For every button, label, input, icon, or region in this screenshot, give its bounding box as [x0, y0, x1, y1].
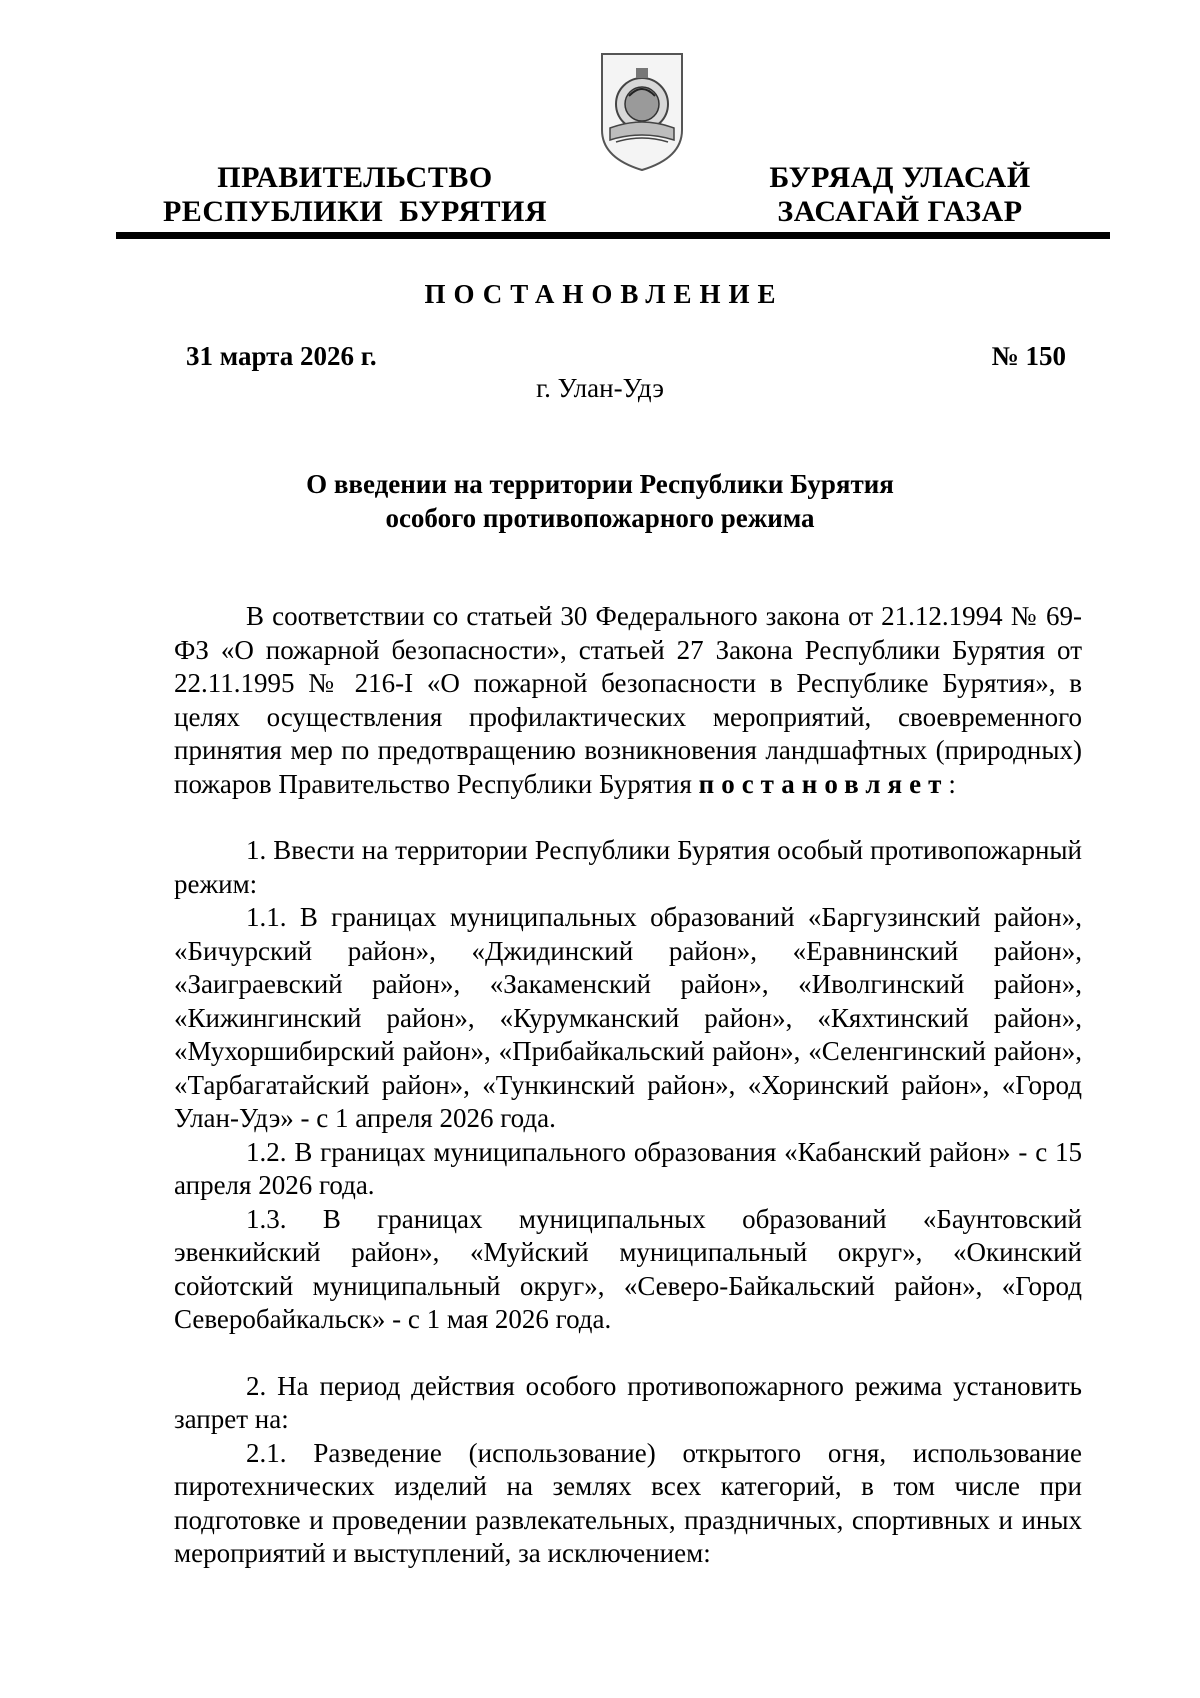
paragraph-2-1: 2.1. Разведение (использование) открытого огня, использование пиротехнических изделий на землях всех категорий, в том числе при подготовке и проведении развлекательных, праздничных, спортивных и иных мероприятий и выступлений, за исключением:	[174, 1437, 1082, 1568]
header-divider	[116, 232, 1110, 239]
org-name-russian	[160, 161, 550, 229]
document-type: ПОСТАНОВЛЕНИЕ	[424, 279, 784, 309]
org-name-buryat-line-2: ЗАСАГАЙ ГАЗАР	[777, 195, 1023, 228]
org-name-buryat	[750, 161, 1050, 229]
document-number: № 150	[991, 341, 1066, 371]
document-title	[0, 467, 1200, 535]
org-name-buryat-line-1: БУРЯАД УЛАСАЙ	[769, 161, 1031, 194]
org-name-russian-line-1: ПРАВИТЕЛЬСТВО	[217, 161, 493, 194]
paragraph-1: 1. Ввести на территории Республики Бурятия особый противопожарный режим:	[174, 835, 1082, 899]
preamble-paragraph	[174, 600, 1082, 801]
paragraph-1-3: 1.3. В границах муниципальных образований «Баунтовский эвенкийский район», «Муйский муниципальный округ», «Окинский сойотский муниципальный округ», «Северо-Байкальский район», «Город Северобайкальск» - с 1 мая 2026 года.	[174, 1203, 1082, 1334]
document-title-line-1: О введении на территории Республики Бурятия	[306, 469, 894, 499]
paragraph-1-1: 1.1. В границах муниципальных образований «Баргузинский район», «Бичурский район», «Джидинский район», «Еравнинский район», «Заиграевский район», «Закаменский район», «Иволгинский район», «Кижингинский район», «Курумканский район», «Кяхтинский район», «Мухоршибирский район», «Прибайкальский район», «Селенгинский район», «Тарбагатайский район», «Тункинский район», «Хоринский район», «Город Улан-Удэ» - с 1 апреля 2026 года.	[174, 902, 1082, 1133]
document-title-line-2: особого противопожарного режима	[385, 503, 815, 533]
preamble-text: В соответствии со статьей 30 Федерального закона от 21.12.1994 № 69-ФЗ «О пожарной безопасности», статьей 27 Закона Республики Бурятия от 22.11.1995 № 216-I «О пожарной безопасности в Республике Бурятия», в целях осуществления профилактических мероприятий, своевременного принятия мер по предотвращению возникновения ландшафтных (природных) пожаров Правительство Республики Бурятия	[174, 601, 1082, 799]
coat-of-arms-icon	[596, 46, 688, 174]
document-date: 31 марта 2026 г.	[186, 341, 377, 371]
document-city: г. Улан-Удэ	[536, 373, 664, 403]
org-name-russian-line-2: РЕСПУБЛИКИ БУРЯТИЯ	[162, 195, 548, 228]
decree-colon: :	[948, 768, 956, 799]
paragraph-1-2: 1.2. В границах муниципального образования «Кабанский район» - с 15 апреля 2026 года.	[174, 1136, 1082, 1200]
decree-word: постановляет	[698, 768, 949, 799]
paragraph-2: 2. На период действия особого противопожарного режима установить запрет на:	[174, 1370, 1082, 1434]
document-body	[174, 600, 1082, 1571]
